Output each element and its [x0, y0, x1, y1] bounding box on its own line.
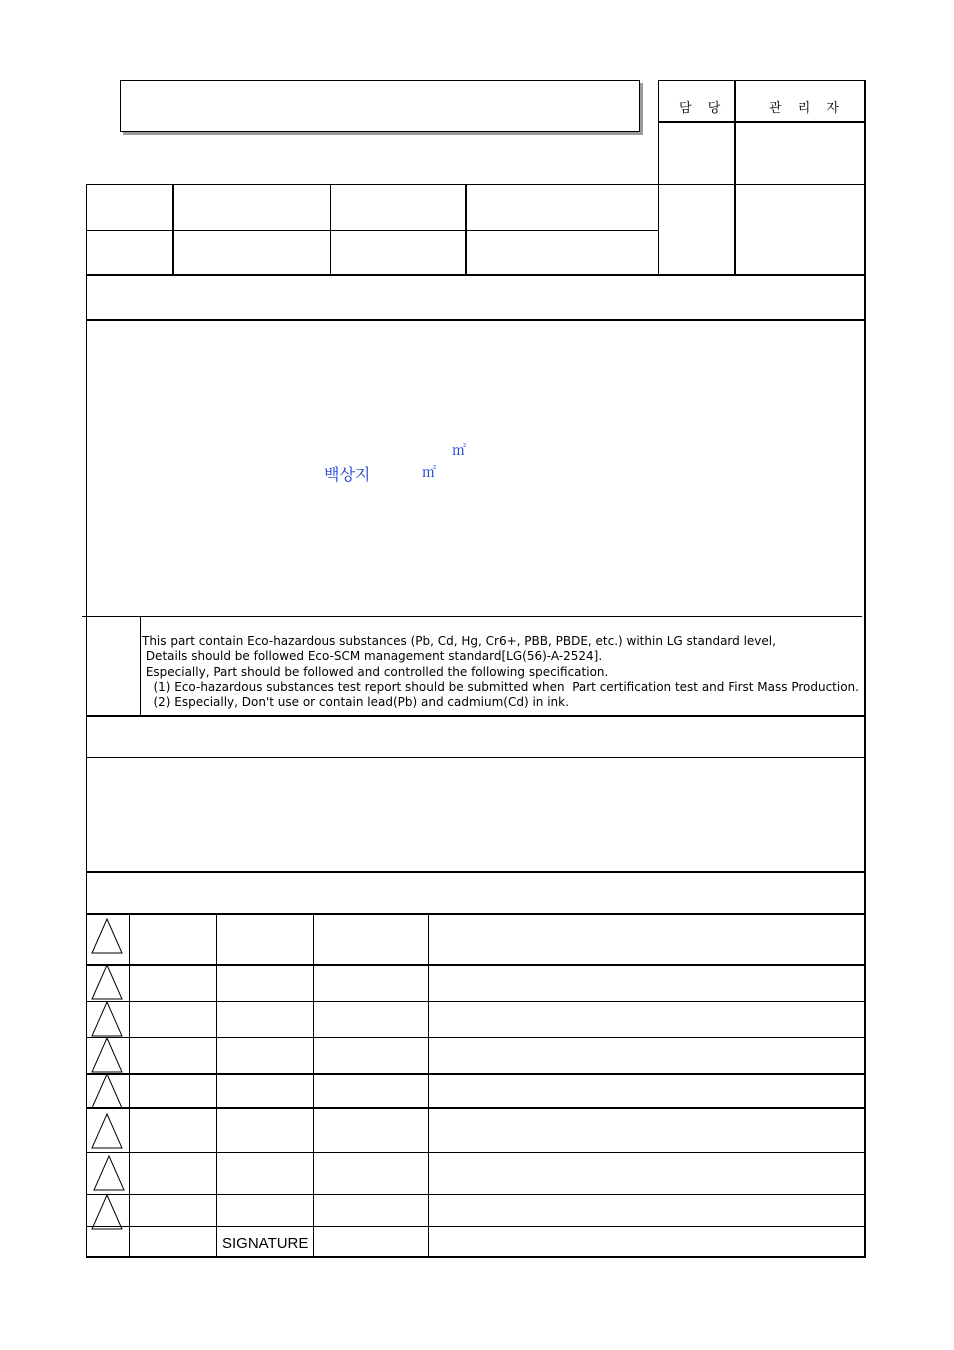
eco-notice-line-4: (1) Eco-hazardous substances test report should be submitted when Part certification test and First Mass Production. [142, 680, 859, 694]
revision-triangle-icon [91, 1001, 123, 1037]
area-unit-2: ㎡ [422, 465, 436, 481]
revision-triangle-icon [91, 1194, 123, 1230]
eco-notice-line-1: This part contain Eco-hazardous substances (Pb, Cd, Hg, Cr6+, PBB, PBDE, etc.) within LG standard level, [142, 634, 776, 648]
eco-notice-line-5: (2) Especially, Don't use or contain lead(Pb) and cadmium(Cd) in ink. [142, 695, 569, 709]
revision-triangle-icon [91, 1037, 123, 1073]
paper-type-label: 백상지 [324, 465, 371, 484]
eco-notice-line-3: Especially, Part should be followed and controlled the following specification. [142, 665, 609, 679]
eco-notice-line-2: Details should be followed Eco-SCM management standard[LG(56)-A-2524]. [142, 649, 603, 663]
revision-triangle-icon [91, 918, 123, 954]
approval-staff-label: 담 당 [679, 101, 727, 116]
revision-triangle-icon [93, 1155, 125, 1191]
approval-manager-label: 관 리 자 [769, 101, 845, 116]
revision-triangle-icon [91, 964, 123, 1000]
revision-triangle-icon [91, 1113, 123, 1149]
area-unit-1: ㎡ [452, 443, 466, 459]
signature-label: SIGNATURE [222, 1235, 309, 1252]
document-title-box [120, 80, 640, 132]
revision-triangle-icon [91, 1073, 123, 1109]
